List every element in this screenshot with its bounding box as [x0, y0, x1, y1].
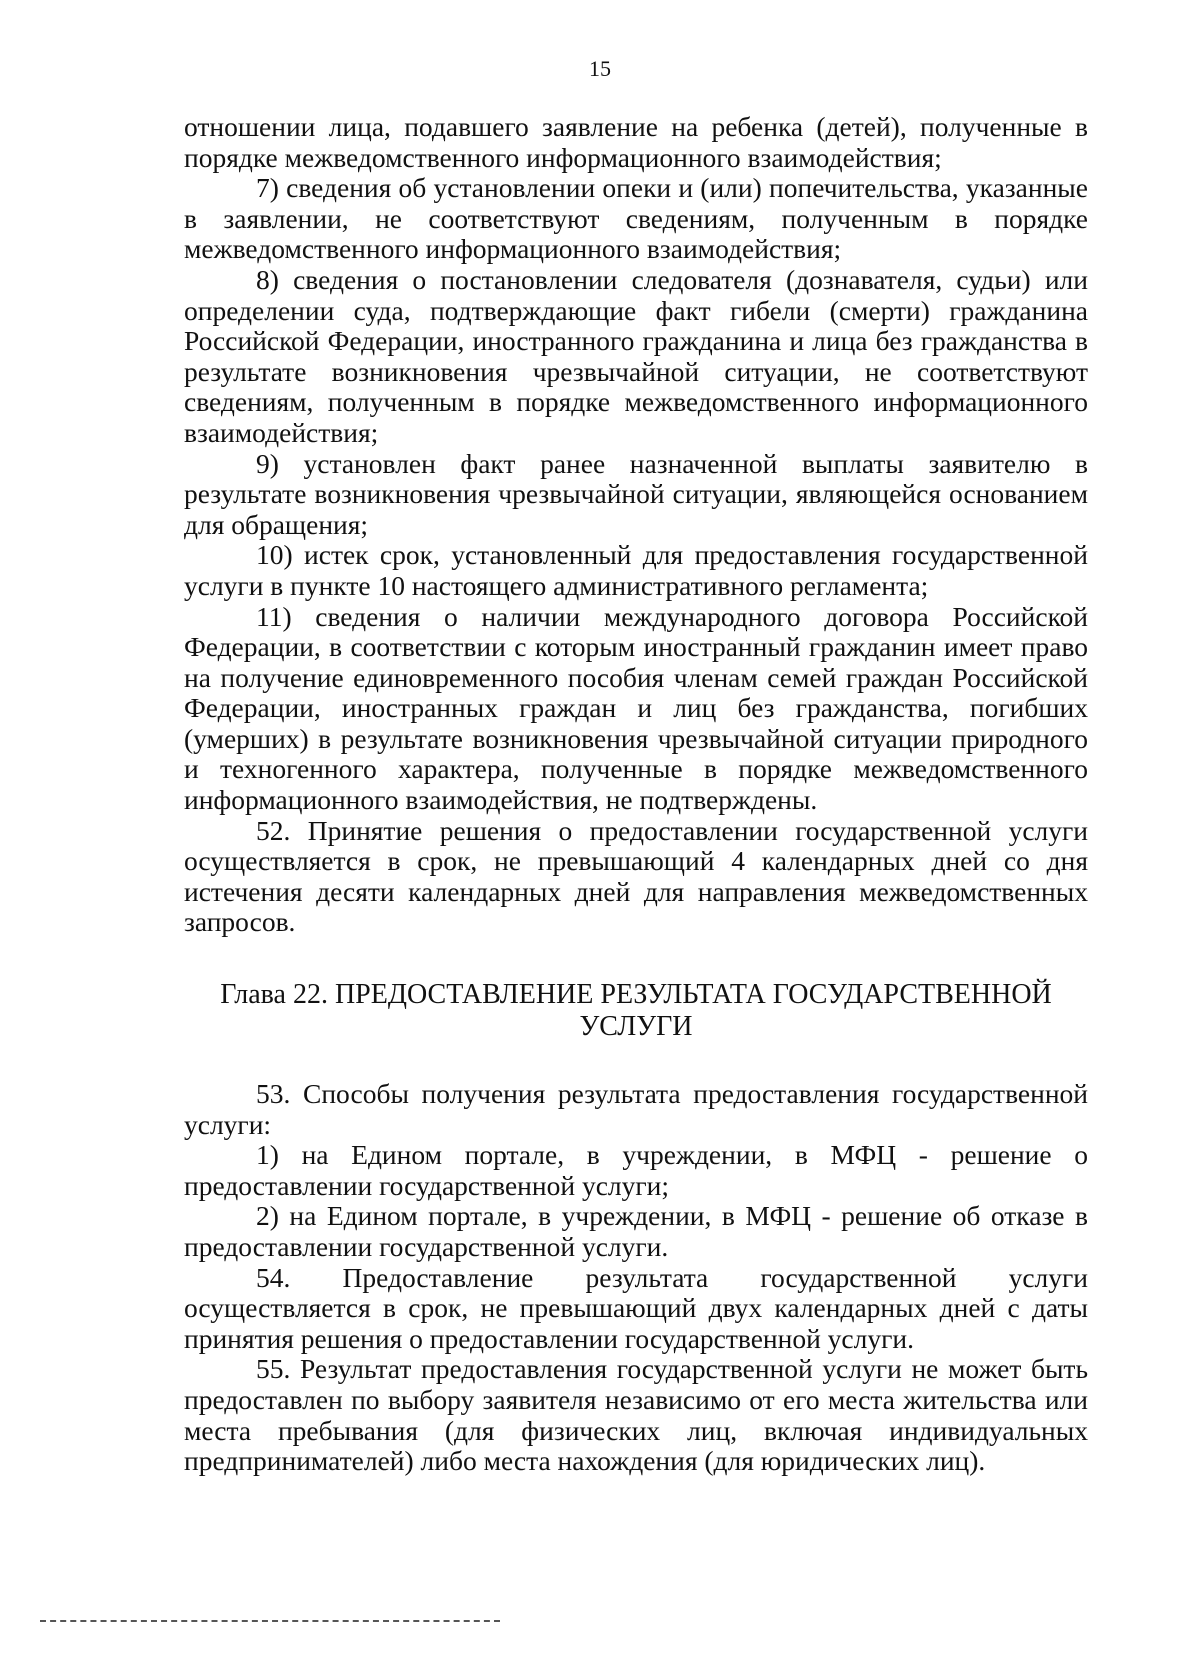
list-item-9: 9) установлен факт ранее назначенной выплаты заявителю в результате возникновения чрезвычайной ситуации, являющейся основанием для обращения;: [184, 447, 1088, 540]
paragraph-continuation: отношении лица, подавшего заявление на ребенка (детей), полученные в порядке межведомственного информационного взаимодействия;: [184, 111, 1088, 173]
clause-54: 54. Предоставление результата государственной услуги осуществляется в срок, не превышающий двух календарных дней с даты принятия решения о предоставлении государственной услуги.: [184, 1261, 1088, 1354]
clause-53-item-2: 2) на Едином портале, в учреждении, в МФЦ - решение об отказе в предоставлении государственной услуги.: [184, 1200, 1088, 1262]
clause-55: 55. Результат предоставления государственной услуги не может быть предоставлен по выбору заявителя независимо от его места жительства или места пребывания (для физических лиц, включая индивидуальных предпринимателей) либо места нахождения (для юридических лиц).: [184, 1353, 1088, 1477]
chapter-heading-line-2: УСЛУГИ: [579, 1011, 693, 1043]
list-item-7: 7) сведения об установлении опеки и (или) попечительства, указанные в заявлении, не соответствуют сведениям, полученным в порядке межведомственного информационного взаимодействия;: [184, 172, 1088, 265]
footer-dashed-rule: [40, 1620, 500, 1622]
document-body: [184, 112, 1088, 1477]
chapter-heading-line-1: Глава 22. ПРЕДОСТАВЛЕНИЕ РЕЗУЛЬТАТА ГОСУДАРСТВЕННОЙ: [220, 979, 1052, 1011]
list-item-10: 10) истек срок, установленный для предоставления государственной услуги в пункте 10 настоящего административного регламента;: [184, 539, 1088, 601]
clause-53-item-1: 1) на Едином портале, в учреждении, в МФЦ - решение о предоставлении государственной услуги;: [184, 1139, 1088, 1201]
page-number: 15: [589, 56, 611, 81]
clause-52: 52. Принятие решения о предоставлении государственной услуги осуществляется в срок, не превышающий 4 календарных дней со дня истечения десяти календарных дней для направления межведомственных запросов.: [184, 814, 1088, 938]
chapter-heading: [184, 979, 1088, 1043]
clause-53: 53. Способы получения результата предоставления государственной услуги:: [184, 1078, 1088, 1140]
list-item-8: 8) сведения о постановлении следователя (дознавателя, судьи) или определении суда, подтверждающие факт гибели (смерти) гражданина Российской Федерации, иностранного гражданина и лица без гражданства в результате возникновения чрезвычайной ситуации, не соответствуют сведениям, полученным в порядке межведомственного информационного взаимодействия;: [184, 263, 1088, 448]
list-item-11: 11) сведения о наличии международного договора Российской Федерации, в соответствии с которым иностранный гражданин имеет право на получение единовременного пособия членам семей граждан Российской Федерации, иностранных граждан и лиц без гражданства, погибших (умерших) в результате возникновения чрезвычайной ситуации природного и техногенного характера, полученные в порядке межведомственного информационного взаимодействия, не подтверждены.: [184, 600, 1088, 816]
